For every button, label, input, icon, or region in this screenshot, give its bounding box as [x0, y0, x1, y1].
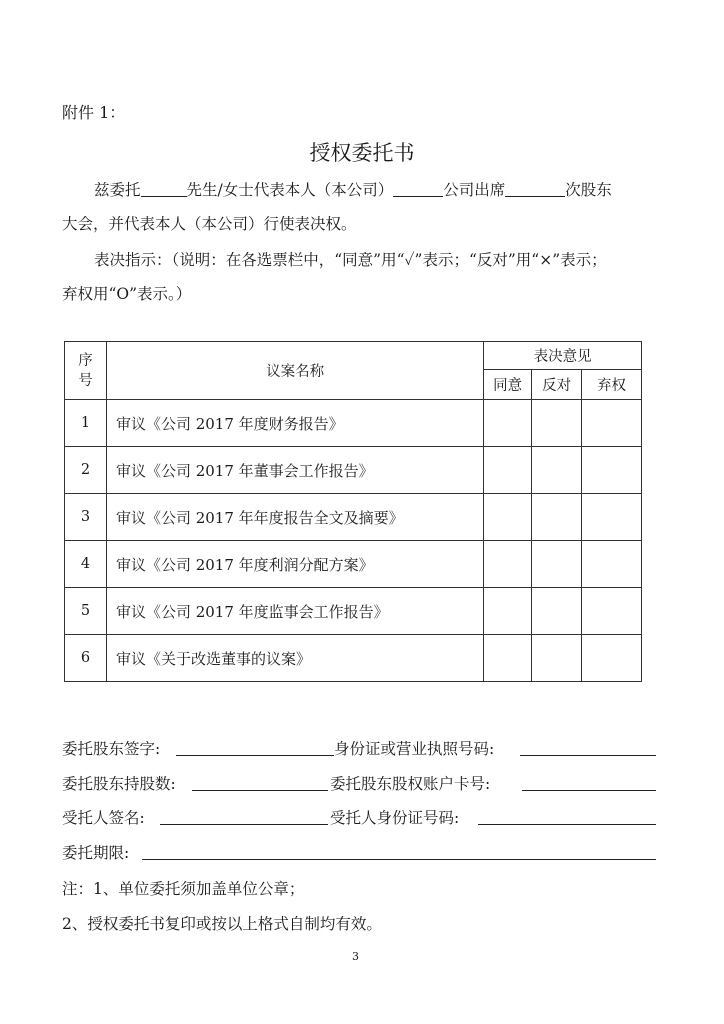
oppose-cell[interactable] — [532, 588, 582, 635]
proxy-id-label: 受托人身份证号码: — [330, 809, 460, 827]
page-number: 3 — [352, 950, 359, 963]
instruction-line-1: 表决指示：（说明：在各选票栏中，“同意”用“✓”表示；“反对”用“×”表示； — [94, 251, 607, 269]
table-row — [65, 447, 642, 494]
abstain-cell[interactable] — [582, 635, 642, 682]
voting-table — [64, 341, 642, 682]
motion-name: 审议《公司 2017 年董事会工作报告》 — [106, 447, 483, 494]
table-row — [65, 635, 642, 682]
abstain-cell[interactable] — [582, 400, 642, 447]
agree-cell[interactable] — [484, 588, 532, 635]
table-row — [65, 400, 642, 447]
term-field[interactable] — [142, 859, 656, 860]
row-number: 3 — [65, 494, 107, 541]
table-row — [65, 588, 642, 635]
intro-meeting: 次股东 — [565, 181, 612, 199]
intro-line-1 — [94, 183, 612, 199]
oppose-cell[interactable] — [532, 541, 582, 588]
meeting-session-blank[interactable] — [505, 196, 565, 197]
abstain-cell[interactable] — [582, 447, 642, 494]
company-name-blank[interactable] — [393, 196, 443, 197]
id-license-label: 身份证或营业执照号码: — [334, 740, 495, 758]
intro-line-2: 大会，并代表本人（本公司）行使表决权。 — [62, 215, 357, 233]
row-number: 6 — [65, 635, 107, 682]
table-row — [65, 541, 642, 588]
motion-name: 审议《公司 2017 年年度报告全文及摘要》 — [106, 494, 483, 541]
id-license-field[interactable] — [520, 755, 656, 756]
seq-header-char-1: 序 — [78, 352, 93, 369]
row-number: 2 — [65, 447, 107, 494]
shares-held-label: 委托股东持股数: — [62, 775, 176, 793]
proxy-id-field[interactable] — [478, 824, 656, 825]
account-number-field[interactable] — [522, 790, 656, 791]
agree-header: 同意 — [484, 370, 532, 400]
table-row — [65, 494, 642, 541]
motion-name: 审议《公司 2017 年度财务报告》 — [106, 400, 483, 447]
shareholder-signature-label: 委托股东签字: — [62, 740, 161, 758]
document-title: 授权委托书 — [309, 141, 415, 165]
row-number: 4 — [65, 541, 107, 588]
oppose-cell[interactable] — [532, 494, 582, 541]
term-label: 委托期限: — [62, 844, 130, 862]
shareholder-signature-field[interactable] — [176, 755, 334, 756]
opinion-header: 表决意见 — [484, 342, 642, 370]
oppose-cell[interactable] — [532, 400, 582, 447]
note-1: 注：1、单位委托须加盖单位公章； — [62, 880, 305, 898]
abstain-header: 弃权 — [582, 370, 642, 400]
agree-cell[interactable] — [484, 635, 532, 682]
oppose-header: 反对 — [532, 370, 582, 400]
proxy-name-blank[interactable] — [141, 196, 187, 197]
abstain-cell[interactable] — [582, 588, 642, 635]
motion-name: 审议《公司 2017 年度利润分配方案》 — [106, 541, 483, 588]
account-number-label: 委托股东股权账户卡号: — [330, 775, 491, 793]
oppose-cell[interactable] — [532, 447, 582, 494]
abstain-cell[interactable] — [582, 541, 642, 588]
proxy-signature-field[interactable] — [160, 824, 328, 825]
motion-name: 审议《关于改选董事的议案》 — [106, 635, 483, 682]
seq-header-char-2: 号 — [78, 372, 93, 389]
oppose-cell[interactable] — [532, 635, 582, 682]
agree-cell[interactable] — [484, 447, 532, 494]
proxy-signature-label: 受托人签名: — [62, 809, 145, 827]
intro-entrust: 兹委托 — [94, 181, 141, 199]
row-number: 5 — [65, 588, 107, 635]
seq-header — [65, 342, 107, 400]
motion-header: 议案名称 — [106, 342, 483, 400]
note-2: 2、授权委托书复印或按以上格式自制均有效。 — [62, 915, 382, 933]
intro-attend: 公司出席 — [443, 181, 506, 199]
shares-held-field[interactable] — [192, 790, 328, 791]
instruction-line-2: 弃权用“O”表示。） — [62, 285, 192, 303]
row-number: 1 — [65, 400, 107, 447]
motion-name: 审议《公司 2017 年度监事会工作报告》 — [106, 588, 483, 635]
attachment-label: 附件 1： — [62, 103, 126, 122]
abstain-cell[interactable] — [582, 494, 642, 541]
agree-cell[interactable] — [484, 541, 532, 588]
agree-cell[interactable] — [484, 400, 532, 447]
agree-cell[interactable] — [484, 494, 532, 541]
intro-represent: 先生/女士代表本人（本公司） — [186, 181, 394, 199]
